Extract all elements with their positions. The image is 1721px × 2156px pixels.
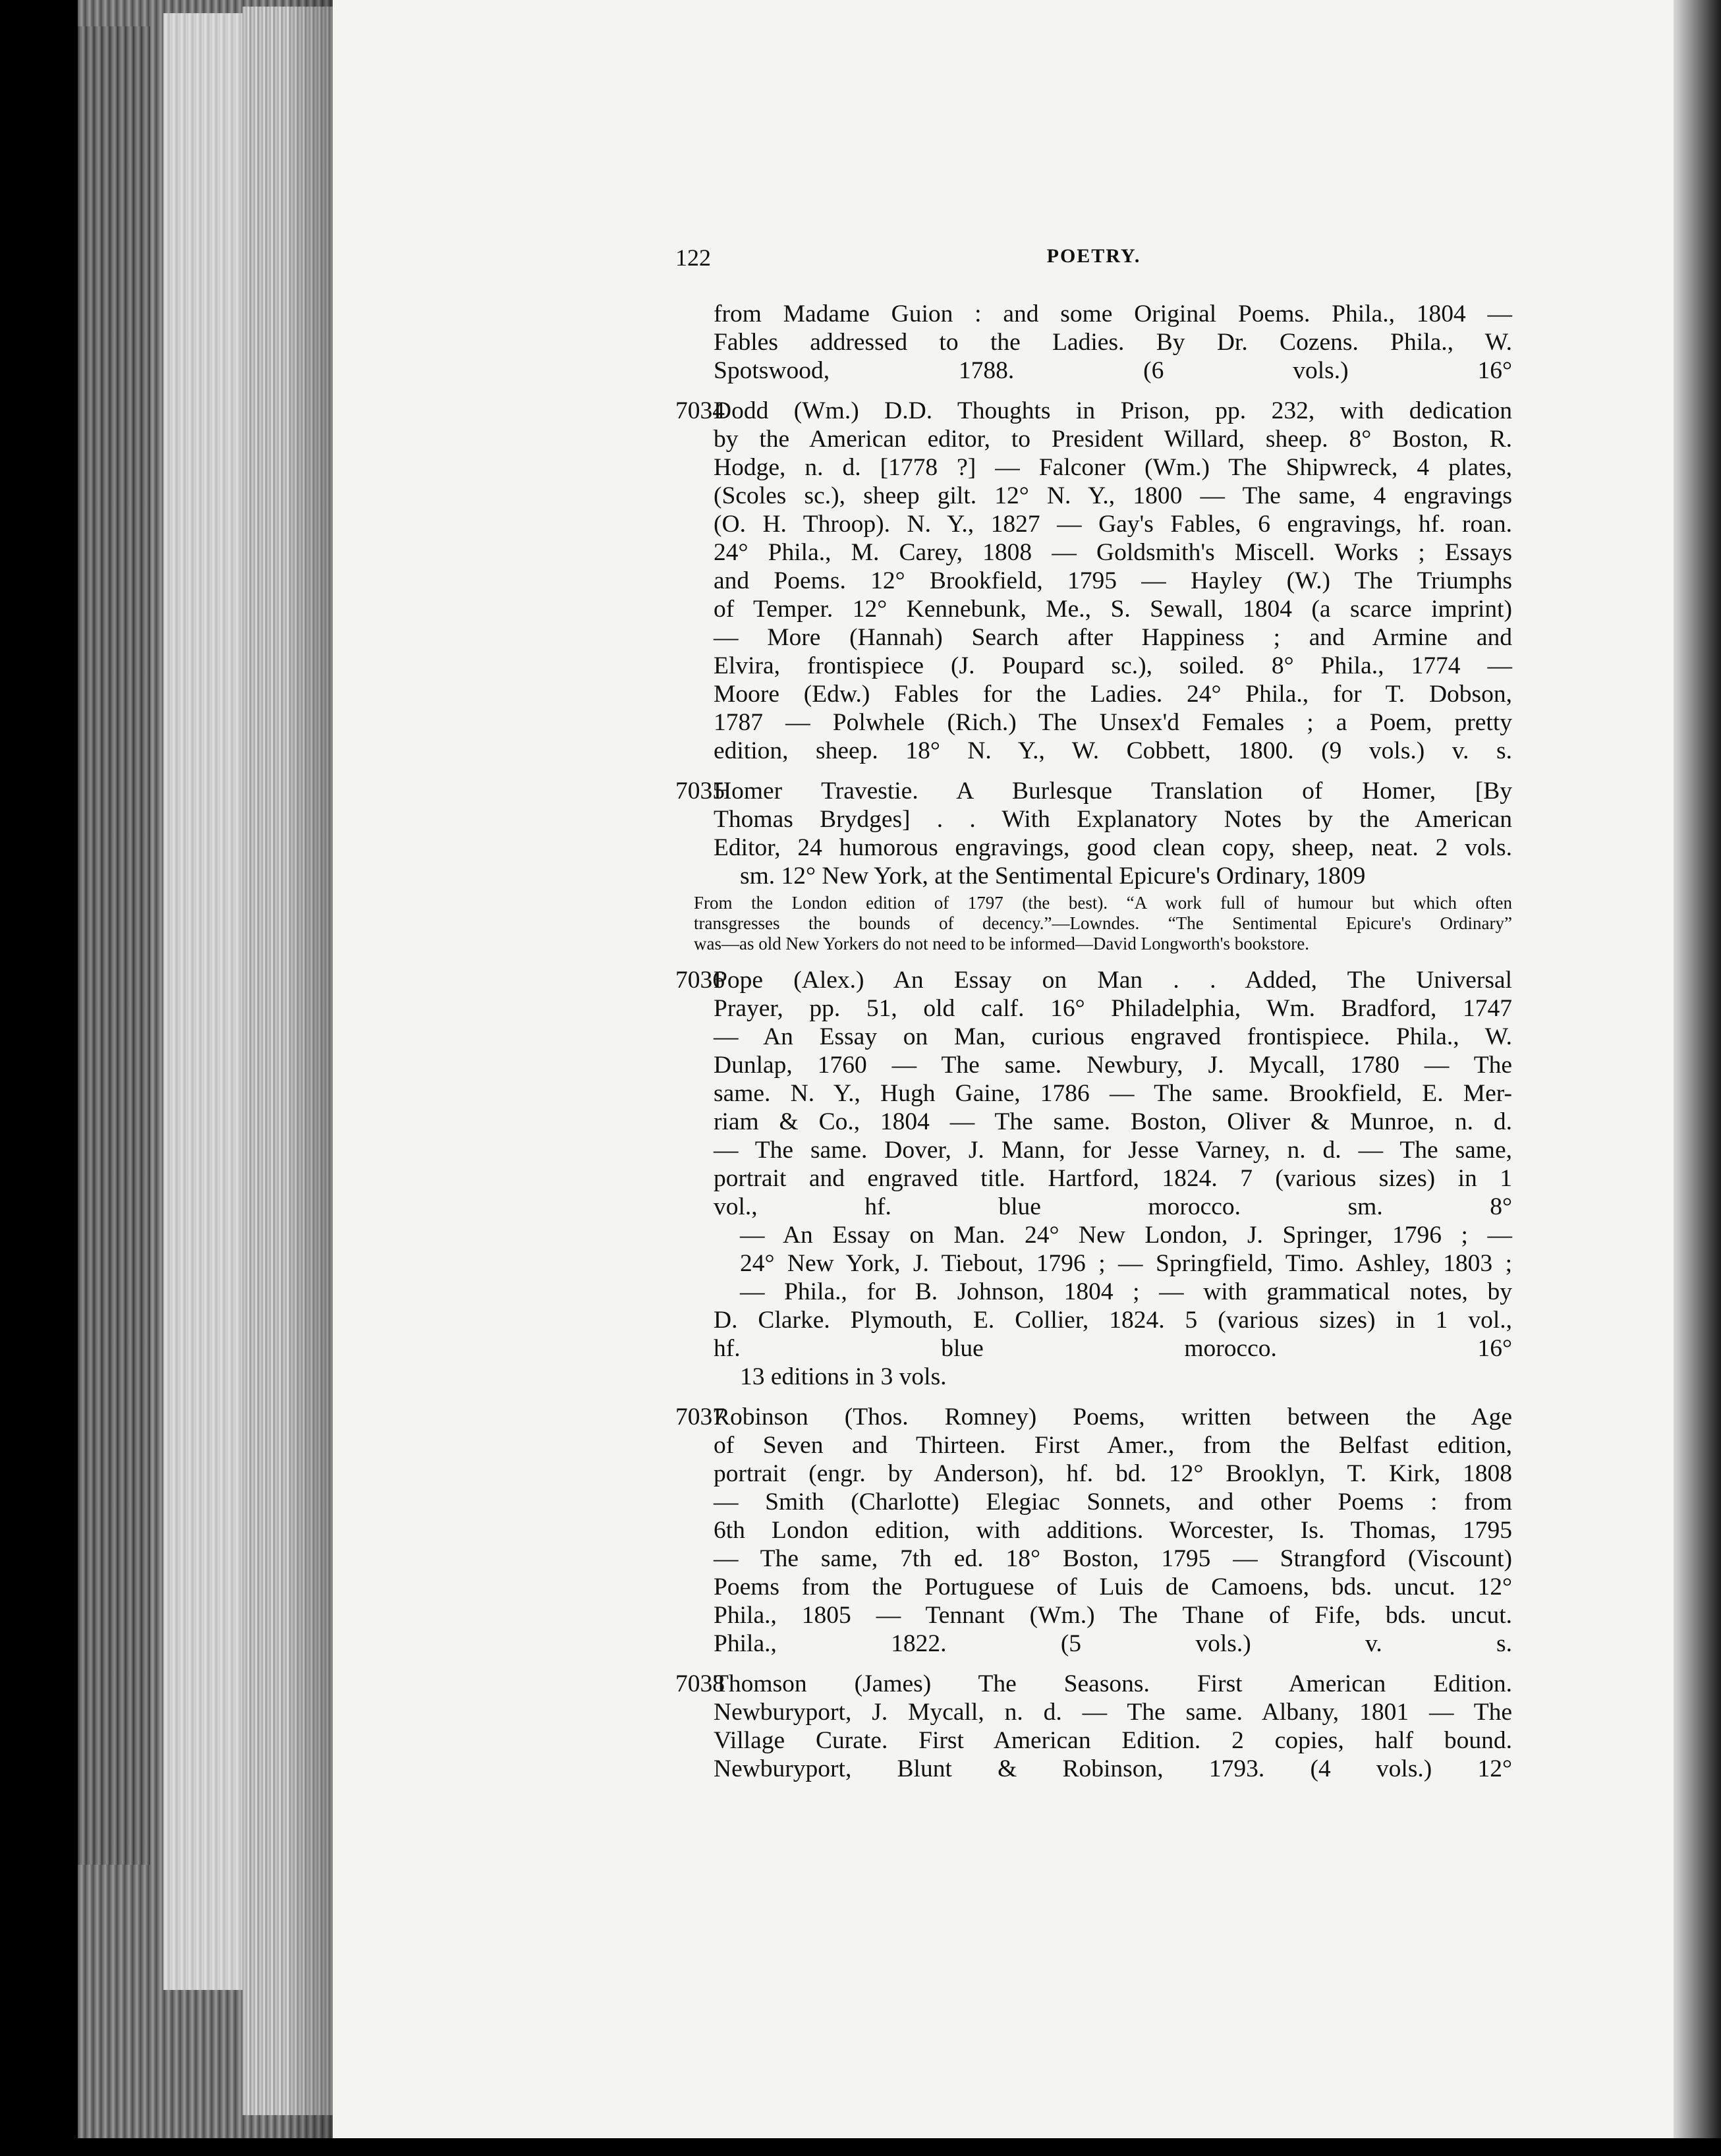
- catalog-entry: [675, 300, 1512, 385]
- running-title: POETRY.: [1046, 245, 1141, 267]
- catalog-entry: [675, 1403, 1512, 1658]
- lot-number: 7038: [675, 1670, 725, 1697]
- entry-line: — Phila., for B. Johnson, 1804 ; — with grammatical notes, by: [740, 1278, 1512, 1305]
- entry-line: by the American editor, to President Willard, sheep. 8° Boston, R.: [714, 426, 1512, 453]
- entry-line: 24° Phila., M. Carey, 1808 — Goldsmith's Miscell. Works ; Essays: [714, 539, 1512, 566]
- entry-line: Pope (Alex.) An Essay on Man . . Added, The Universal: [714, 967, 1512, 994]
- catalog-entry: [675, 777, 1512, 954]
- page-edge-band: [163, 13, 242, 1990]
- entry-line: — Smith (Charlotte) Elegiac Sonnets, and other Poems : from: [714, 1489, 1512, 1516]
- entry-line: of Seven and Thirteen. First Amer., from the Belfast edition,: [714, 1432, 1512, 1459]
- page-number: 122: [675, 244, 711, 271]
- entry-line: (Scoles sc.), sheep gilt. 12° N. Y., 1800 — The same, 4 engravings: [714, 482, 1512, 509]
- entry-line: portrait and engraved title. Hartford, 1824. 7 (various sizes) in 1: [714, 1165, 1512, 1192]
- catalog-entry: [675, 397, 1512, 765]
- entry-line: — The same, 7th ed. 18° Boston, 1795 — Strangford (Viscount): [714, 1545, 1512, 1572]
- lot-number: 7035: [675, 778, 725, 805]
- entry-line: 24° New York, J. Tiebout, 1796 ; — Springfield, Timo. Ashley, 1803 ;: [740, 1250, 1512, 1277]
- entry-line: portrait (engr. by Anderson), hf. bd. 12° Brooklyn, T. Kirk, 1808: [714, 1460, 1512, 1487]
- page-edge-band: [78, 26, 150, 1865]
- entry-line: (O. H. Throop). N. Y., 1827 — Gay's Fables, 6 engravings, hf. roan.: [714, 511, 1512, 538]
- entry-line: Newburyport, J. Mycall, n. d. — The same. Albany, 1801 — The: [714, 1699, 1512, 1726]
- entry-line: Editor, 24 humorous engravings, good clean copy, sheep, neat. 2 vols.: [714, 834, 1512, 861]
- catalog-column: [675, 300, 1512, 1795]
- entry-line: and Poems. 12° Brookfield, 1795 — Hayley (W.) The Triumphs: [714, 567, 1512, 594]
- entry-line: Thomson (James) The Seasons. First American Edition.: [714, 1670, 1512, 1697]
- page-header: [675, 244, 1512, 277]
- scan-border: [0, 2138, 1721, 2156]
- entry-line: 13 editions in 3 vols.: [740, 1363, 947, 1390]
- entry-line: D. Clarke. Plymouth, E. Collier, 1824. 5 (various sizes) in 1 vol.,: [714, 1307, 1512, 1334]
- entry-line: — More (Hannah) Search after Happiness ; and Armine and: [714, 624, 1512, 651]
- entry-line: Hodge, n. d. [1778 ?] — Falconer (Wm.) The Shipwreck, 4 plates,: [714, 454, 1512, 481]
- entry-line: Elvira, frontispiece (J. Poupard sc.), soiled. 8° Phila., 1774 —: [714, 652, 1512, 679]
- entry-line: Phila., 1805 — Tennant (Wm.) The Thane of Fife, bds. uncut.: [714, 1602, 1512, 1629]
- note-line: From the London edition of 1797 (the best). “A work full of humour but which often: [694, 893, 1512, 913]
- entry-line: Thomas Brydges] . . With Explanatory Notes by the American: [714, 806, 1512, 833]
- lot-number: 7034: [675, 397, 725, 424]
- entry-line: vol., hf. blue morocco. sm. 8°: [714, 1193, 1512, 1220]
- catalog-entry: [675, 966, 1512, 1391]
- entry-line: Poems from the Portuguese of Luis de Camoens, bds. uncut. 12°: [714, 1574, 1512, 1601]
- entry-line: Dunlap, 1760 — The same. Newbury, J. Mycall, 1780 — The: [714, 1052, 1512, 1079]
- entry-line: — The same. Dover, J. Mann, for Jesse Varney, n. d. — The same,: [714, 1137, 1512, 1164]
- note-line: was—as old New Yorkers do not need to be informed—David Longworth's bookstore.: [694, 934, 1309, 953]
- entry-line: Newburyport, Blunt & Robinson, 1793. (4 vols.) 12°: [714, 1755, 1512, 1782]
- lot-number: 7036: [675, 967, 725, 994]
- entry-line: Moore (Edw.) Fables for the Ladies. 24° Phila., for T. Dobson,: [714, 681, 1512, 708]
- entry-line: same. N. Y., Hugh Gaine, 1786 — The same. Brookfield, E. Mer-: [714, 1080, 1512, 1107]
- catalog-entry: [675, 1670, 1512, 1783]
- note-line: transgresses the bounds of decency.”—Lowndes. “The Sentimental Epicure's Ordinary”: [694, 913, 1512, 933]
- page-right-edge: [1674, 0, 1721, 2138]
- entry-line: 6th London edition, with additions. Worcester, Is. Thomas, 1795: [714, 1517, 1512, 1544]
- entry-note: [694, 893, 1512, 954]
- entry-line: Spotswood, 1788. (6 vols.) 16°: [714, 357, 1512, 384]
- entry-line: hf. blue morocco. 16°: [714, 1335, 1512, 1362]
- entry-line: Prayer, pp. 51, old calf. 16° Philadelphia, Wm. Bradford, 1747: [714, 995, 1512, 1022]
- entry-line: sm. 12° New York, at the Sentimental Epicure's Ordinary, 1809: [740, 863, 1366, 890]
- entry-line: 1787 — Polwhele (Rich.) The Unsex'd Females ; a Poem, pretty: [714, 709, 1512, 736]
- entry-line: of Temper. 12° Kennebunk, Me., S. Sewall, 1804 (a scarce imprint): [714, 596, 1512, 623]
- entry-line: Village Curate. First American Edition. 2 copies, half bound.: [714, 1727, 1512, 1754]
- spine-shadow: [290, 0, 336, 2138]
- entry-line: edition, sheep. 18° N. Y., W. Cobbett, 1800. (9 vols.) v. s.: [714, 737, 1512, 764]
- lot-number: 7037: [675, 1404, 725, 1431]
- entry-line: Phila., 1822. (5 vols.) v. s.: [714, 1630, 1512, 1657]
- entry-line: Fables addressed to the Ladies. By Dr. Cozens. Phila., W.: [714, 329, 1512, 356]
- entry-line: Homer Travestie. A Burlesque Translation of Homer, [By: [714, 778, 1512, 805]
- entry-line: — An Essay on Man, curious engraved frontispiece. Phila., W.: [714, 1023, 1512, 1050]
- entry-line: Robinson (Thos. Romney) Poems, written between the Age: [714, 1404, 1512, 1431]
- entry-line: Dodd (Wm.) D.D. Thoughts in Prison, pp. 232, with dedication: [714, 397, 1512, 424]
- entry-line: — An Essay on Man. 24° New London, J. Springer, 1796 ; —: [740, 1222, 1512, 1249]
- entry-line: riam & Co., 1804 — The same. Boston, Oliver & Munroe, n. d.: [714, 1108, 1512, 1135]
- entry-line: from Madame Guion : and some Original Poems. Phila., 1804 —: [714, 300, 1512, 327]
